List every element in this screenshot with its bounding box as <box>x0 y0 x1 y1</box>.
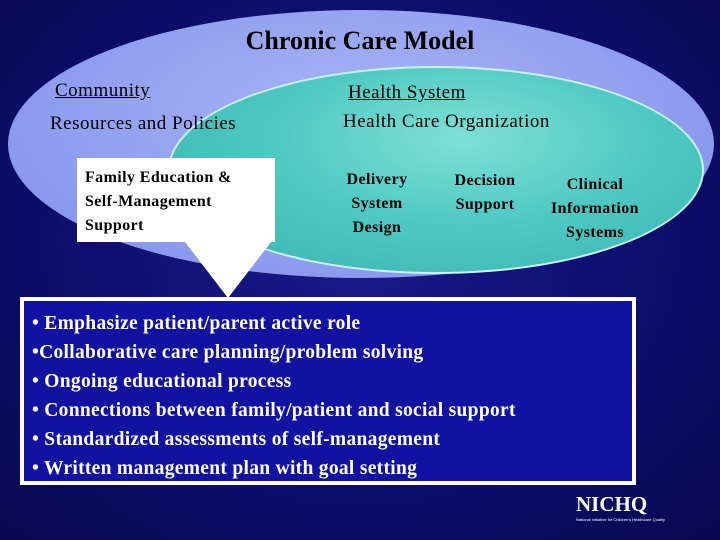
outcomes-box <box>20 297 636 485</box>
health-system-label: Health System <box>348 82 466 103</box>
delivery-line-3: Design <box>352 219 402 236</box>
clinical-information-systems <box>534 173 656 245</box>
bullet-item: • Emphasize patient/parent active role <box>32 313 361 334</box>
decision-line-1: Decision <box>454 172 516 189</box>
outcomes-box-inner <box>24 301 632 481</box>
delivery-system-design <box>334 168 420 240</box>
clinical-line-2: Information <box>551 200 639 217</box>
family-line-2: Self-Management <box>85 193 212 210</box>
logo-tagline: National Initiative for Children's Healthcare Quality <box>576 517 666 522</box>
bullet-item: • Standardized assessments of self-management <box>32 429 441 450</box>
clinical-line-3: Systems <box>566 224 624 241</box>
logo-name: NICHQ <box>576 492 648 516</box>
family-education-box <box>77 158 275 242</box>
bullet-item: •Collaborative care planning/problem solving <box>32 342 424 363</box>
clinical-line-1: Clinical <box>566 176 624 193</box>
bullet-item: • Ongoing educational process <box>32 371 292 392</box>
bullet-item: • Connections between family/patient and social support <box>32 400 516 421</box>
bullet-item: • Written management plan with goal setting <box>32 458 418 479</box>
nichq-logo <box>576 492 716 532</box>
health-care-org-label: Health Care Organization <box>343 111 550 132</box>
community-resources-label: Resources and Policies <box>50 113 237 134</box>
delivery-line-1: Delivery <box>346 171 408 188</box>
decision-line-2: Support <box>455 196 515 213</box>
diagram-title: Chronic Care Model <box>245 26 475 55</box>
decision-support <box>440 169 530 217</box>
community-label: Community <box>55 80 151 101</box>
down-arrow-icon <box>183 240 273 300</box>
delivery-line-2: System <box>351 195 403 212</box>
family-line-3: Support <box>85 217 144 234</box>
family-line-1: Family Education & <box>85 169 232 186</box>
